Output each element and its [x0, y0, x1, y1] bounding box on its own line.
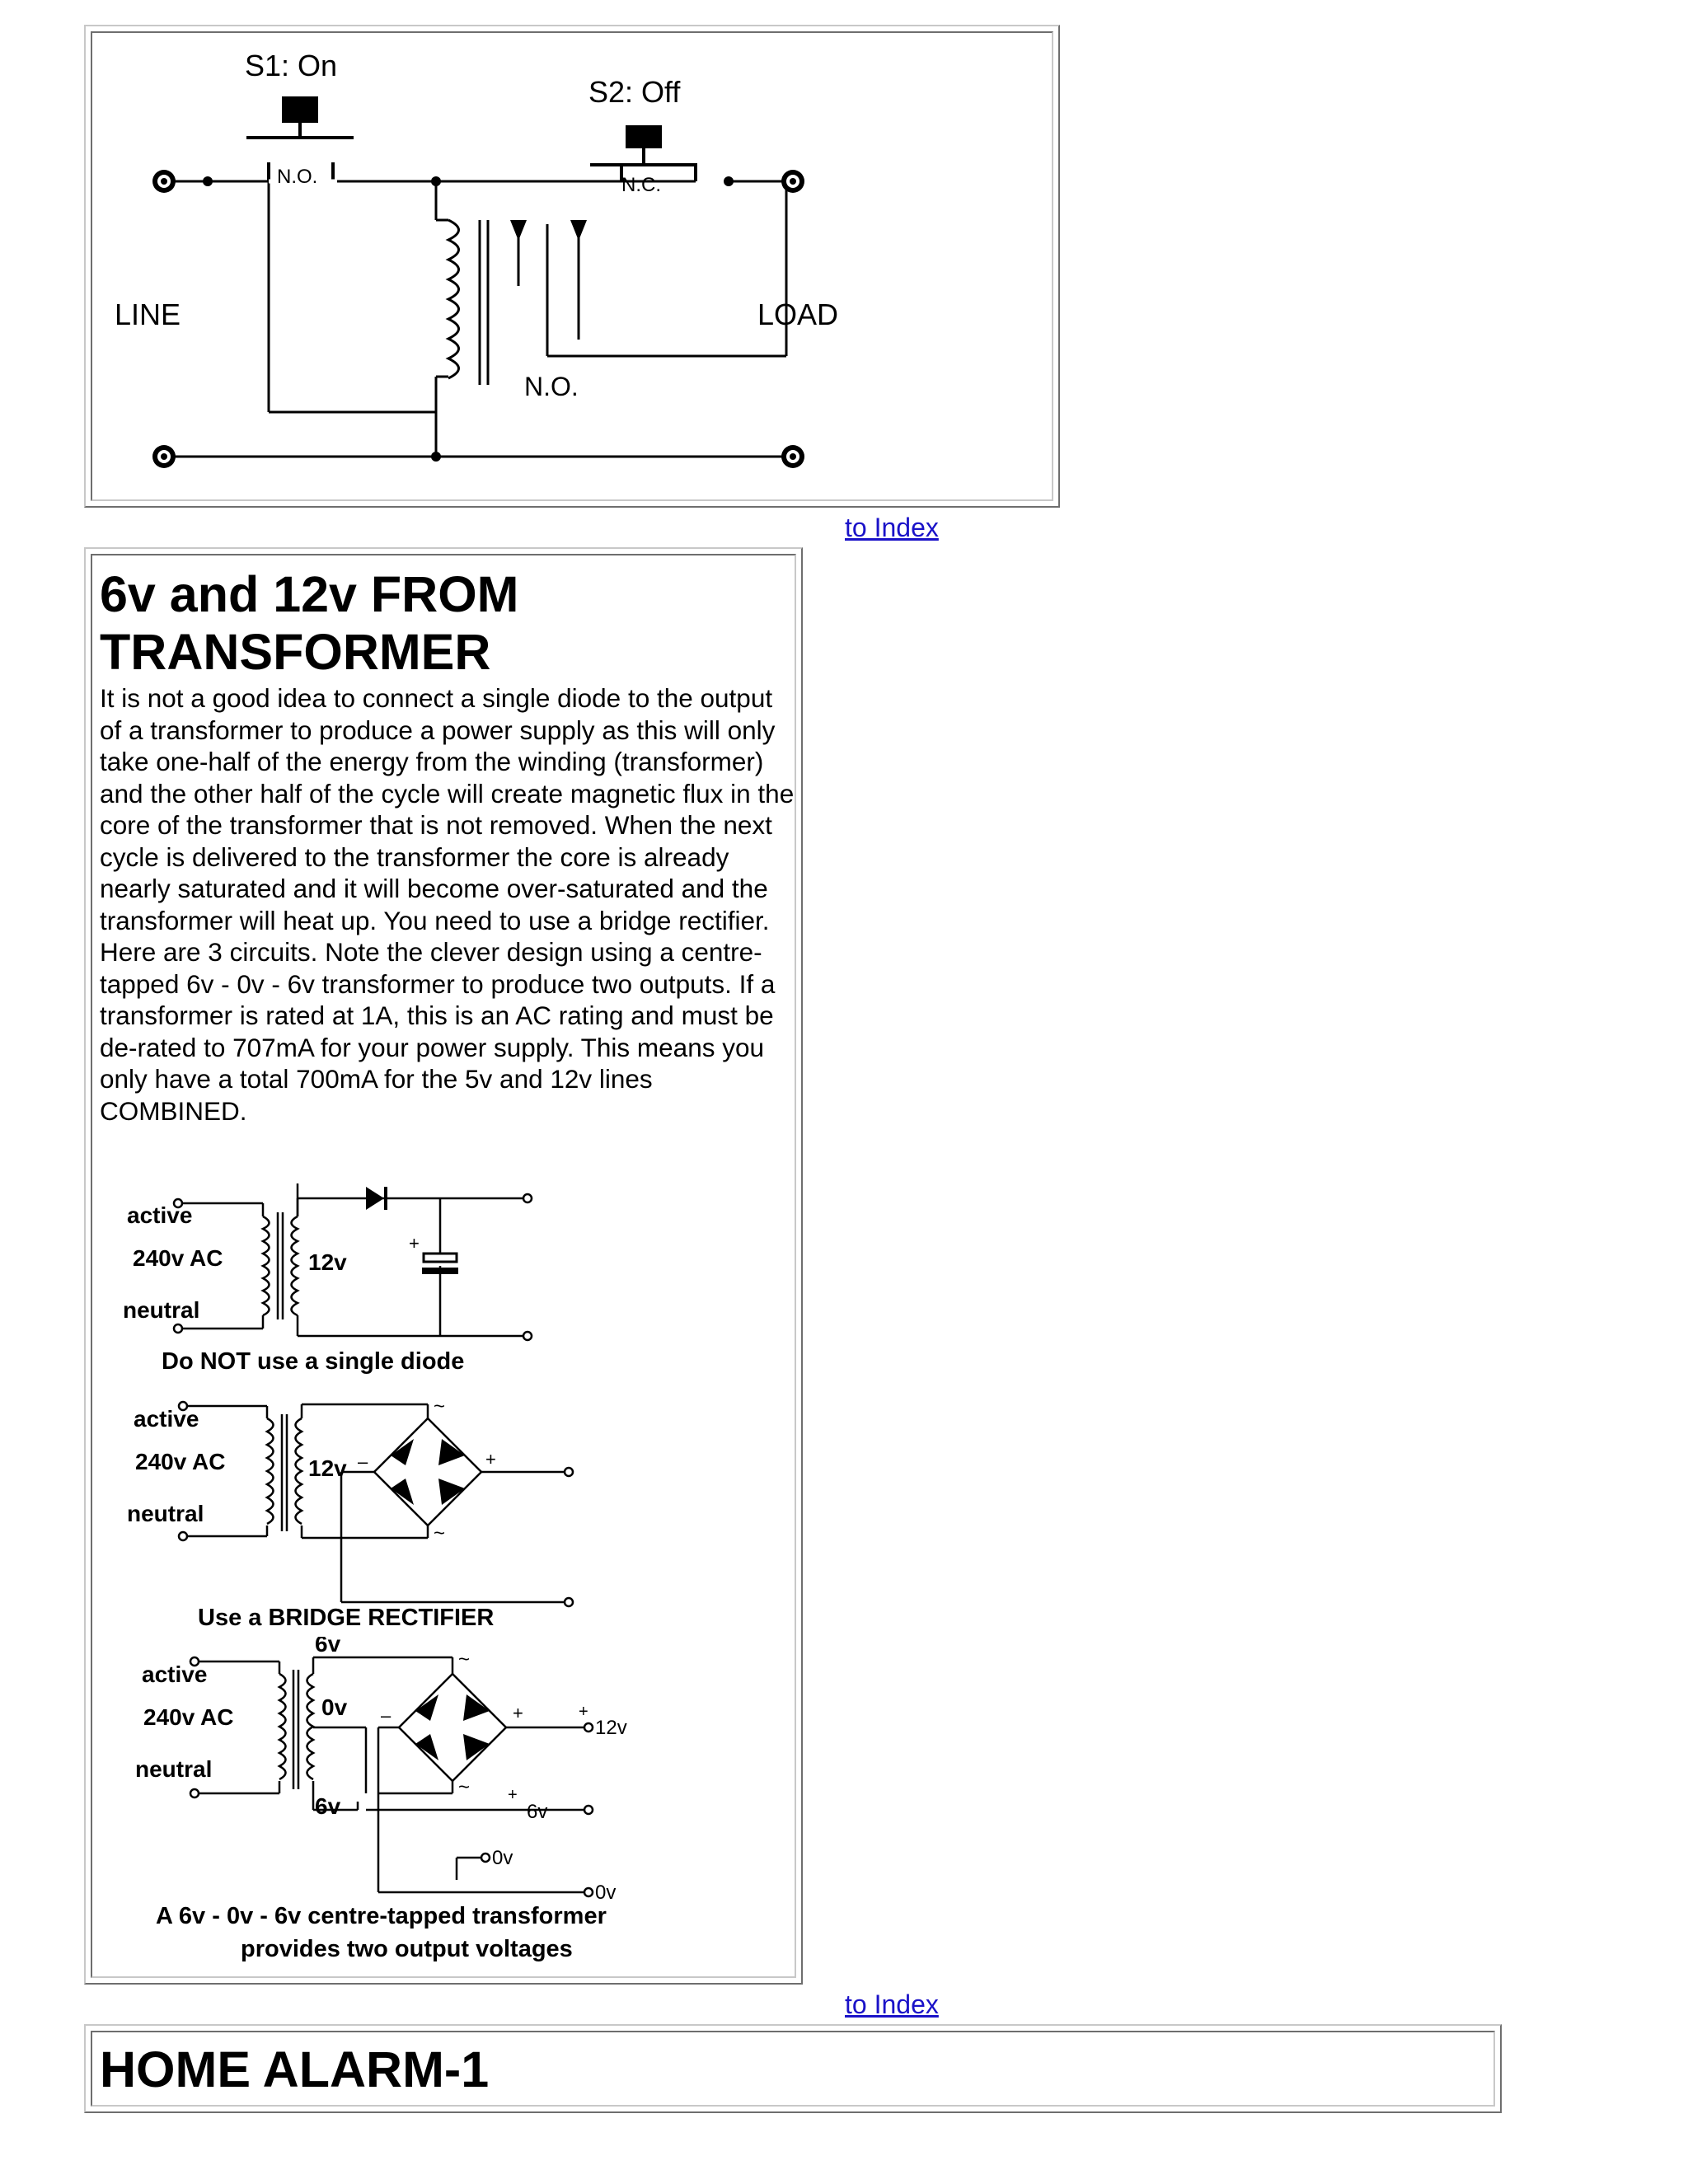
c3-top-tap: 6v — [315, 1637, 341, 1657]
c1-active: active — [127, 1202, 193, 1228]
bridge-rectifier-circuit — [110, 1390, 605, 1629]
s1-label: S1: On — [245, 49, 338, 82]
c2-tilde-top: ~ — [434, 1395, 446, 1418]
section-title: 6v and 12v FROM TRANSFORMER — [100, 566, 519, 680]
to-index-link-2[interactable]: to Index — [845, 1990, 939, 2019]
c2-tilde-bottom: ~ — [434, 1522, 446, 1544]
relay-contact-label: N.O. — [524, 372, 579, 401]
c3-neutral: neutral — [135, 1756, 213, 1782]
c2-secondary: 12v — [308, 1455, 347, 1481]
to-index-link[interactable]: to Index — [845, 513, 939, 542]
c3-minus: – — [381, 1705, 392, 1726]
c3-out-0v-a: 0v — [492, 1847, 513, 1869]
c3-tilde-bottom: ~ — [458, 1776, 471, 1798]
c3-out-plus: + — [579, 1703, 588, 1721]
s1-contact-label: N.O. — [277, 166, 318, 188]
c2-active: active — [134, 1406, 199, 1432]
c1-neutral: neutral — [123, 1297, 200, 1323]
c1-caption: Do NOT use a single diode — [162, 1348, 465, 1375]
c3-active: active — [142, 1661, 208, 1687]
relay-latch-diagram — [86, 26, 1058, 506]
s2-contact-label: N.C. — [621, 174, 661, 196]
home-alarm-section-frame — [84, 2024, 1502, 2113]
c3-caption-line2: provides two output voltages — [241, 1936, 573, 1962]
c2-neutral: neutral — [127, 1501, 204, 1526]
c2-minus: – — [358, 1451, 368, 1472]
load-label: LOAD — [757, 298, 839, 331]
c3-out6-plus: + — [508, 1786, 518, 1804]
c1-ac: 240v AC — [133, 1245, 223, 1271]
transformer-section-text — [100, 565, 796, 1127]
c3-out-12v: 12v — [595, 1717, 627, 1739]
c1-plus: + — [409, 1233, 420, 1254]
c3-caption-line1: A 6v - 0v - 6v centre-tapped transformer — [156, 1903, 607, 1929]
line-label: LINE — [115, 298, 181, 331]
c2-caption: Use a BRIDGE RECTIFIER — [198, 1605, 495, 1629]
c3-out-0v-b: 0v — [595, 1882, 617, 1904]
c3-plus: + — [513, 1703, 523, 1723]
c3-out-6v: 6v — [527, 1801, 548, 1823]
centre-tapped-circuit — [110, 1637, 720, 1975]
transformer-section-frame — [84, 547, 803, 1985]
c3-bottom-tap: 6v — [315, 1793, 341, 1819]
c3-ac: 240v AC — [143, 1704, 234, 1730]
c3-tilde-top: ~ — [458, 1648, 471, 1671]
home-alarm-title: HOME ALARM-1 — [100, 2041, 490, 2097]
c2-plus: + — [485, 1449, 496, 1469]
relay-diagram-frame — [84, 25, 1060, 508]
single-diode-circuit — [110, 1183, 605, 1381]
section-paragraph: It is not a good idea to connect a single diode to the output of a transformer to produce a power supply as this will only take one-half of the energy from the winding (transformer) and the other half of the cycle will create magnetic flux in the core of the transformer that is not removed. When the next cycle is delivered to the transformer the core is already nearly saturated and it will become over-saturated and the transformer will heat up. You need to use a bridge rectifier. Here are 3 circuits. Note the clever design using a centre-tapped 6v - 0v - 6v transformer to produce two outputs. If a transformer is rated at 1A, this is an AC rating and must be de-rated to 707mA for your power supply. This means you only have a total 700mA for the 5v and 12v lines COMBINED. — [100, 683, 795, 1126]
c2-ac: 240v AC — [135, 1449, 226, 1474]
c1-secondary: 12v — [308, 1249, 347, 1275]
s2-label: S2: Off — [588, 75, 681, 109]
c3-center-tap: 0v — [321, 1694, 348, 1720]
